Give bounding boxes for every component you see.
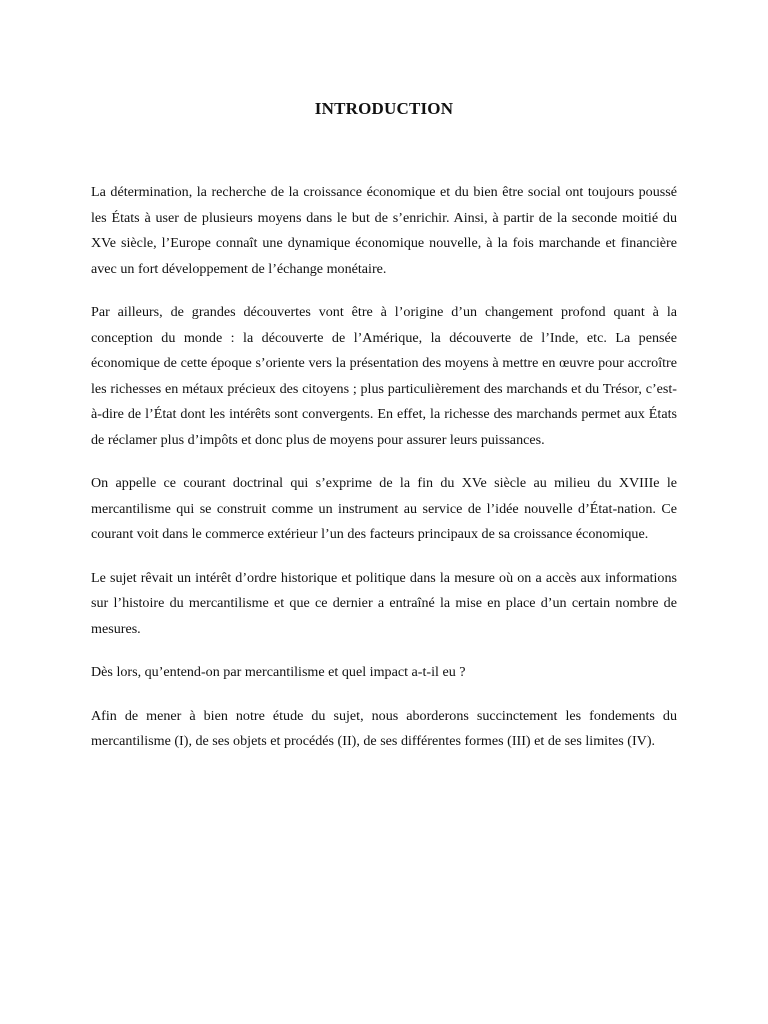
paragraph-5: Dès lors, qu’entend-on par mercantilisme et quel impact a-t-il eu ?: [91, 664, 466, 680]
page-title: INTRODUCTION: [314, 99, 454, 118]
paragraph-3: On appelle ce courant doctrinal qui s’exprime de la fin du XVe siècle au milieu du XVIIIe le mercantilisme qui se construit comme un instrument au service de l’idée nouvelle d’État-nation. Ce courant voit dans le commerce extérieur l’un des facteurs principaux de sa croissance économique.: [91, 475, 677, 542]
document-body: [91, 180, 677, 773]
paragraph-1: La détermination, la recherche de la croissance économique et du bien être social ont toujours poussé les États à user de plusieurs moyens dans le but de s’enrichir. Ainsi, à partir de la seconde moitié du XVe siècle, l’Europe connaît une dynamique économique nouvelle, à la fois marchande et financière avec un fort développement de l’échange monétaire.: [91, 184, 677, 277]
paragraph-4: Le sujet rêvait un intérêt d’ordre historique et politique dans la mesure où on a accès aux informations sur l’histoire du mercantilisme et que ce dernier a entraîné la mise en place d’un certain nombre de mesures.: [91, 569, 677, 637]
paragraph-6: Afin de mener à bien notre étude du sujet, nous aborderons succinctement les fondements du mercantilisme (I), de ses objets et procédés (II), de ses différentes formes (III) et de ses limites (IV).: [91, 707, 677, 749]
paragraph-2: Par ailleurs, de grandes découvertes vont être à l’origine d’un changement profond quant à la conception du monde : la découverte de l’Amérique, la découverte de l’Inde, etc. La pensée économique de cette époque s’oriente vers la présentation des moyens à mettre en œuvre pour accroître les richesses en métaux précieux des citoyens ; plus particulièrement des marchands et du Trésor, c’est-à-dire de l’État dont les intérêts sont convergents. En effet, la richesse des marchands permet aux États de réclamer plus d’impôts et donc plus de moyens pour assurer leurs puissances.: [91, 304, 677, 448]
